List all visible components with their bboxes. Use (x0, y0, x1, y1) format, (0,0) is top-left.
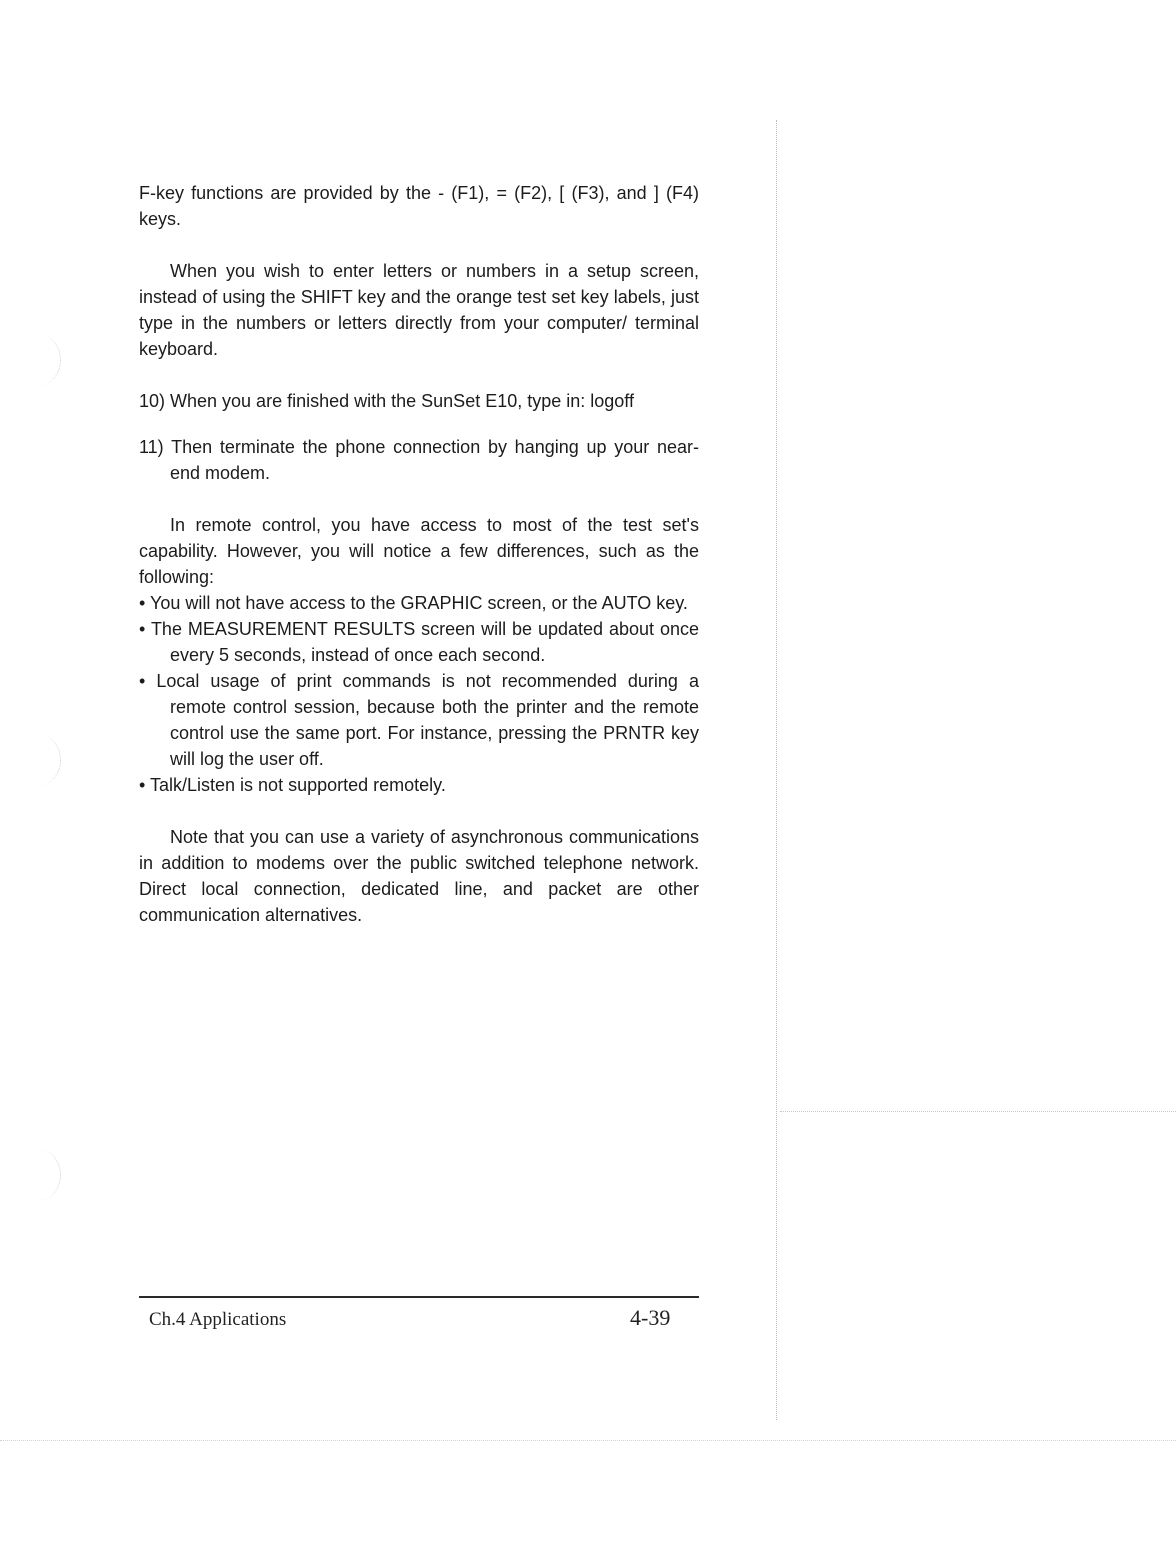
scan-margin-line (776, 120, 777, 1420)
remote-control-paragraph: In remote control, you have access to most of the test set's capability. However, you will notice a few differences, such as the following: (139, 515, 699, 587)
scan-artifact (20, 1150, 61, 1200)
page-number: 4-39 (630, 1305, 671, 1330)
list-item-text: The MEASUREMENT RESULTS screen will be updated about once every 5 seconds, instead of once each second. (150, 619, 699, 665)
list-item (139, 590, 699, 616)
letters-paragraph: When you wish to enter letters or numbers in a setup screen, instead of using the SHIFT key and the orange test set key labels, just type in the numbers or letters directly from your computer/ terminal keyboard. (139, 261, 699, 359)
list-item (139, 772, 699, 798)
intro-paragraph: F-key functions are provided by the - (F1), = (F2), [ (F3), and ] (F4) keys. (139, 183, 699, 229)
list-item (139, 668, 699, 772)
differences-list (139, 590, 699, 798)
step-10: 10) When you are finished with the SunSet E10, type in: logoff (139, 391, 634, 411)
list-item (139, 616, 699, 668)
footer-rule (139, 1296, 699, 1298)
scan-crop-line (780, 1111, 1176, 1112)
step-11: 11) Then terminate the phone connection by hanging up your near-end modem. (139, 437, 699, 483)
main-text-column (139, 180, 699, 928)
list-item-text: Talk/Listen is not supported remotely. (150, 775, 446, 795)
scan-artifact (20, 735, 61, 785)
bullet-glyph: • (139, 593, 146, 613)
bullet-glyph: • (139, 619, 146, 639)
chapter-title: Ch.4 Applications (149, 1309, 287, 1330)
list-item-text: You will not have access to the GRAPHIC screen, or the AUTO key. (150, 593, 688, 613)
scan-artifact (20, 335, 61, 385)
note-paragraph: Note that you can use a variety of asynchronous communications in addition to modems over the public switched telephone network. Direct local connection, dedicated line, and packet are other communication alternatives. (139, 827, 699, 925)
bullet-glyph: • (139, 775, 146, 795)
bullet-glyph: • (139, 671, 146, 691)
scan-bottom-line (0, 1440, 1176, 1441)
list-item-text: Local usage of print commands is not recommended during a remote control session, because both the printer and the remote control use the same port. For instance, pressing the PRNTR key will log the user off. (156, 671, 699, 769)
